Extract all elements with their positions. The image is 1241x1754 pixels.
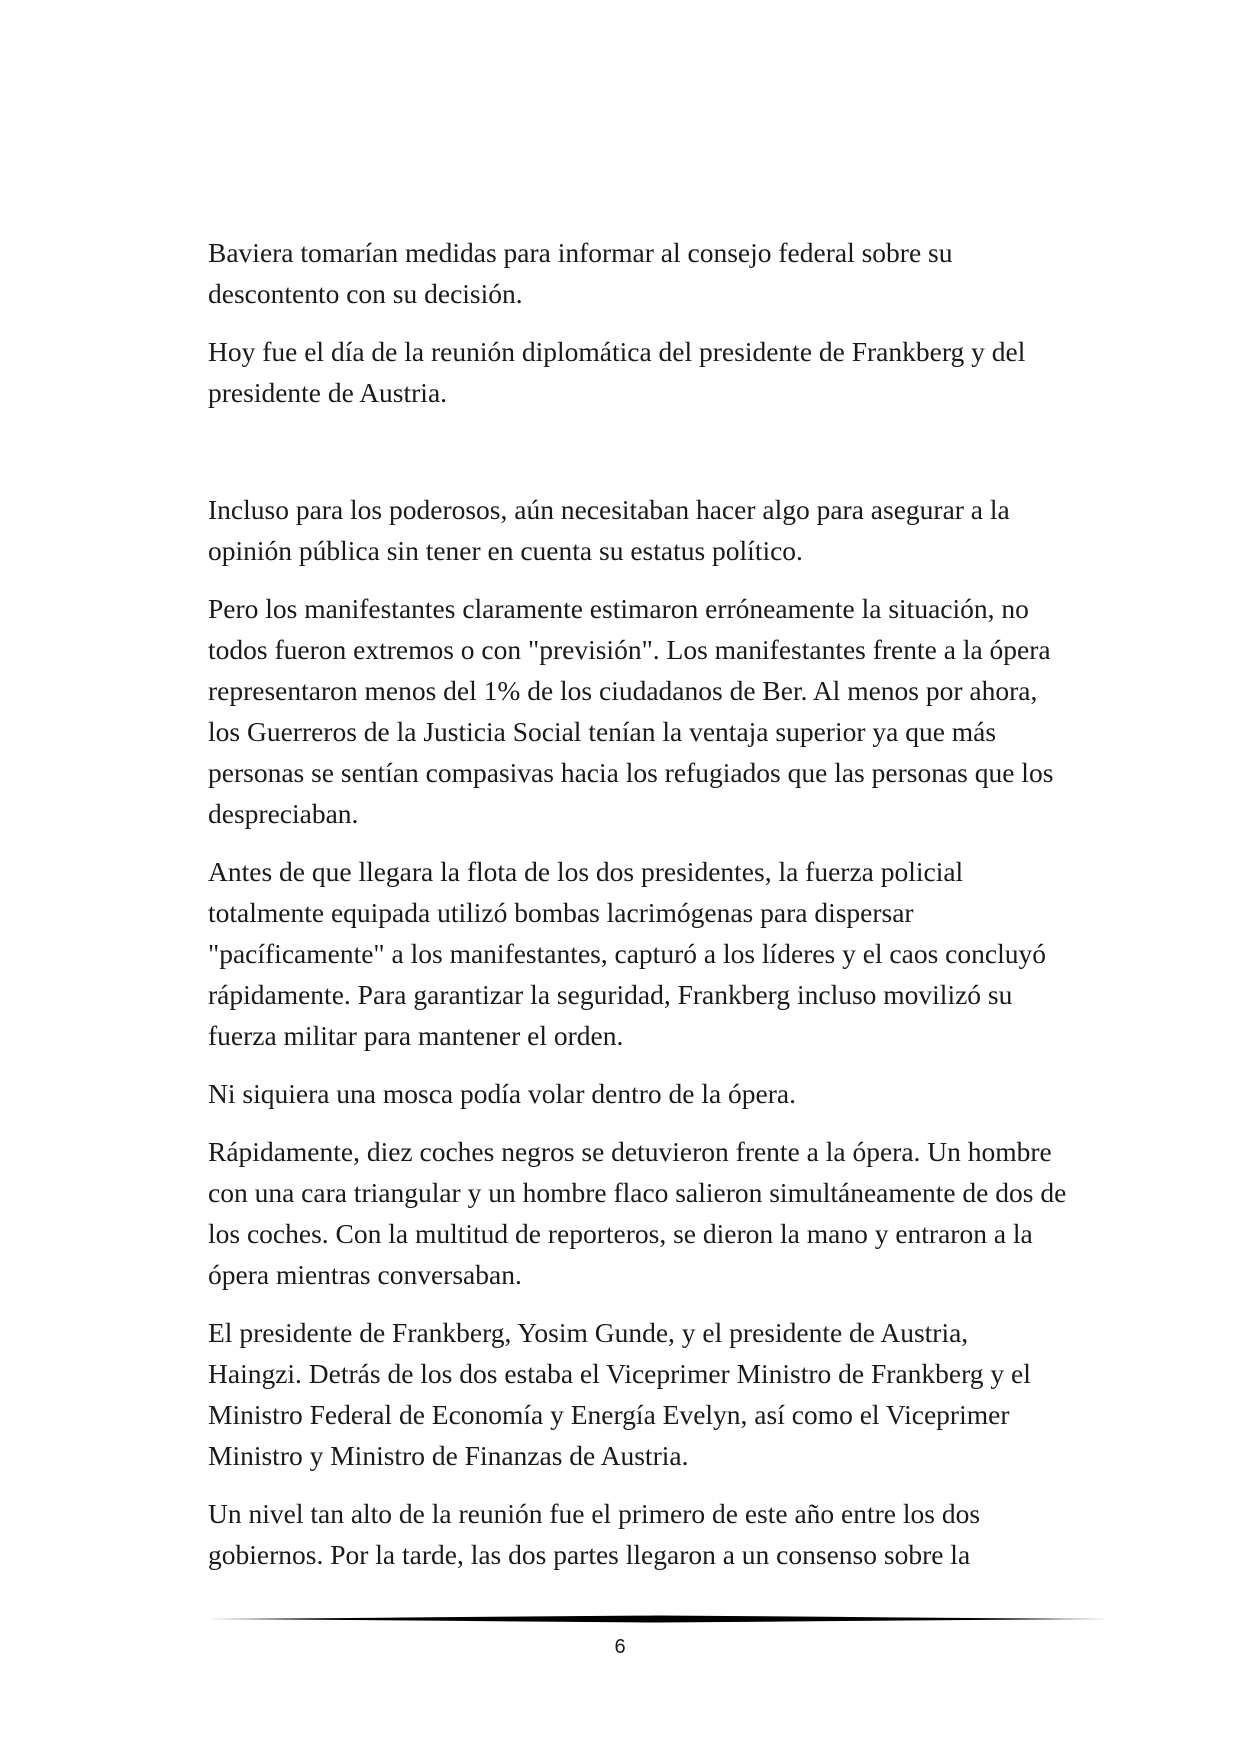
paragraph-8: El presidente de Frankberg, Yosim Gunde, y el presidente de Austria, Haingzi. Detrás de los dos estaba el Viceprimer Ministro de Frankberg y el Ministro Federal de Economía y Energía Evelyn, así como el Viceprimer Ministro y Ministro de Finanzas de Austria. <box>208 1317 1031 1471</box>
paragraph-9: Un nivel tan alto de la reunión fue el primero de este año entre los dos gobiernos. Por la tarde, las dos partes llegaron a un consenso sobre la <box>208 1498 981 1570</box>
page-number: 6 <box>614 1636 626 1658</box>
paragraph-3: Incluso para los poderosos, aún necesitaban hacer algo para asegurar a la opinión pública sin tener en cuenta su estatus político. <box>208 494 1010 566</box>
paragraph-1: Baviera tomarían medidas para informar al consejo federal sobre su descontento con su decisión. <box>208 237 953 309</box>
paragraph-4: Pero los manifestantes claramente estimaron erróneamente la situación, no todos fueron extremos o con "previsión". Los manifestantes frente a la ópera representaron menos del 1% de los ciudadanos de Ber. Al menos por ahora, los Guerreros de la Justicia Social tenían la ventaja superior ya que más personas se sentían compasivas hacia los refugiados que las personas que los despreciaban. <box>208 593 1054 829</box>
paragraph-7: Rápidamente, diez coches negros se detuvieron frente a la ópera. Un hombre con una cara triangular y un hombre flaco salieron simultáneamente de dos de los coches. Con la multitud de reporteros, se dieron la mano y entraron a la ópera mientras conversaban. <box>208 1136 1067 1290</box>
paragraph-6: Ni siquiera una mosca podía volar dentro de la ópera. <box>208 1078 796 1109</box>
body-text <box>208 232 1068 1592</box>
footer-rule <box>208 1614 1108 1624</box>
paragraph-2: Hoy fue el día de la reunión diplomática del presidente de Frankberg y del presidente de Austria. <box>208 336 1026 408</box>
paragraph-5: Antes de que llegara la flota de los dos presidentes, la fuerza policial totalmente equipada utilizó bombas lacrimógenas para dispersar "pacíficamente" a los manifestantes, capturó a los líderes y el caos concluyó rápidamente. Para garantizar la seguridad, Frankberg incluso movilizó su fuerza militar para mantener el orden. <box>208 856 1046 1051</box>
